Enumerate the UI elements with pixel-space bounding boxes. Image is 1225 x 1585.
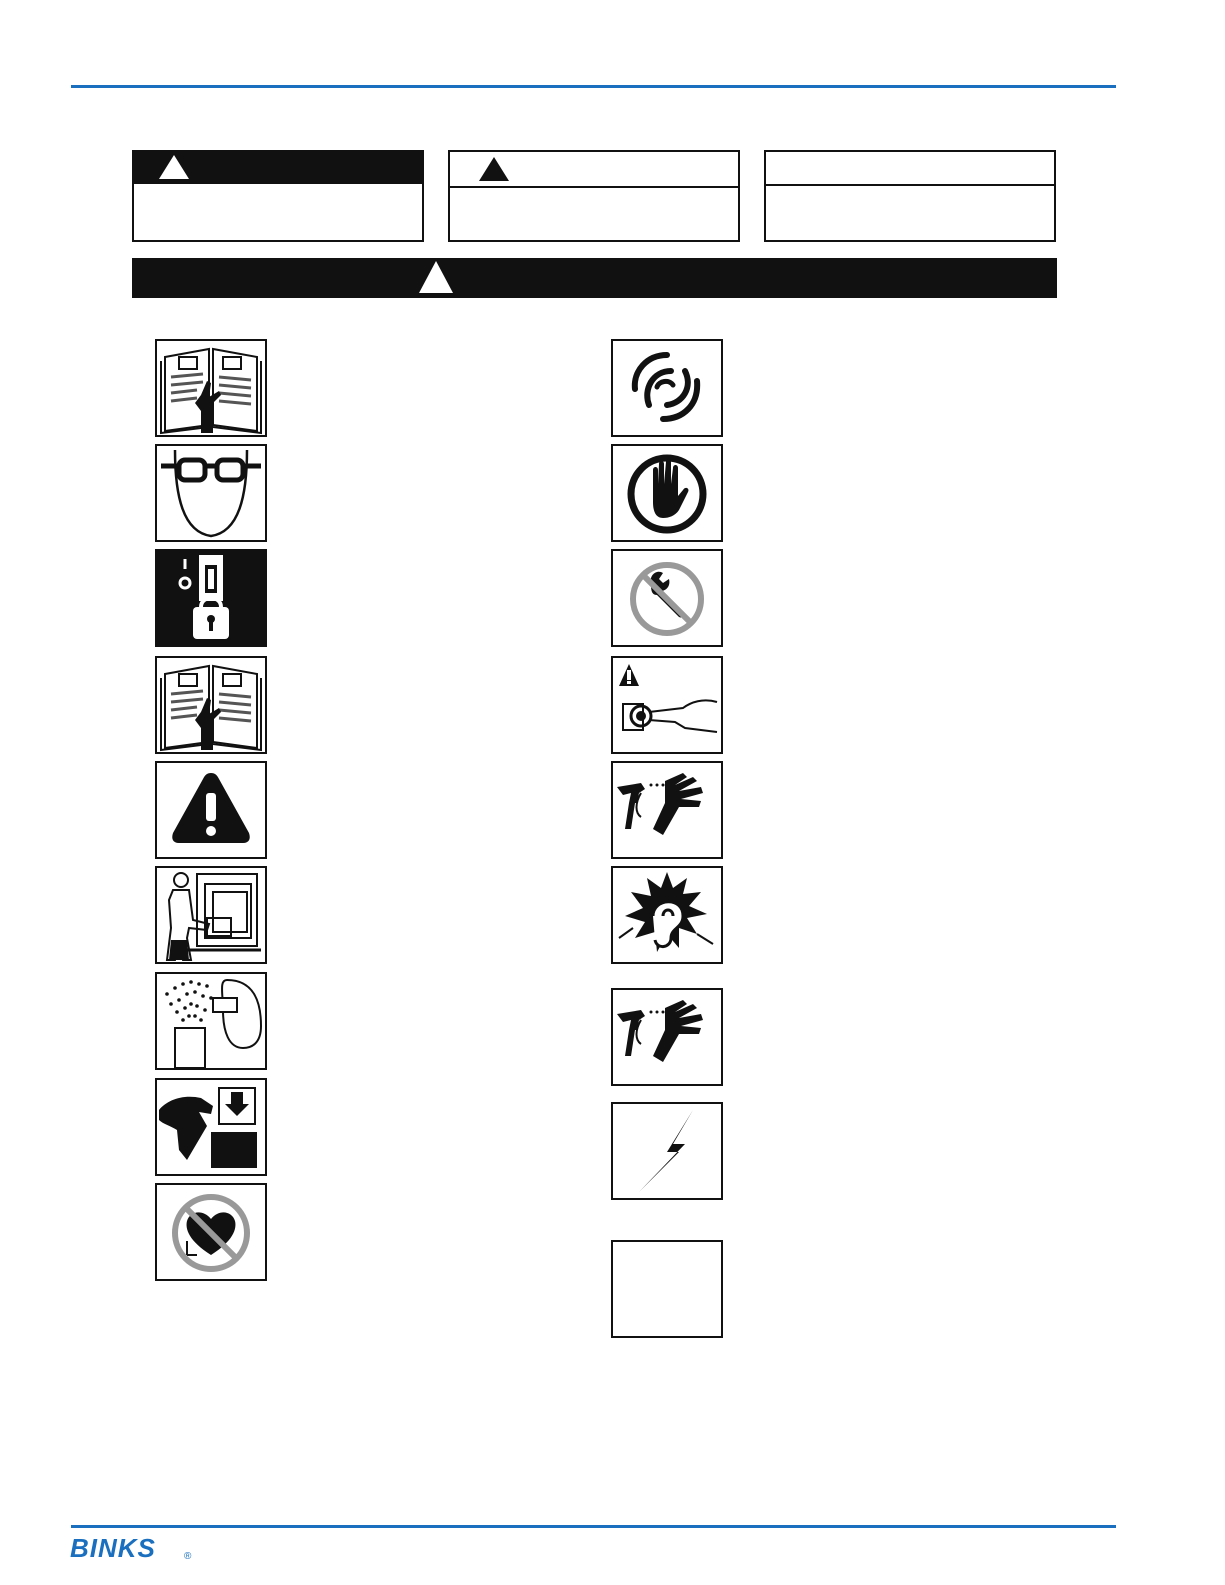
high-pressure-injection-icon [611,988,723,1086]
pinch-point-icon [155,1078,267,1176]
notice-band [766,152,1054,186]
general-hazard-icon [155,761,267,859]
do-not-modify-icon [611,549,723,647]
svg-text:BINKS: BINKS [70,1533,156,1563]
warning-triangle-icon [418,260,454,294]
wear-safety-glasses-icon [155,444,267,542]
warning-triangle-icon [478,156,510,182]
warning-triangle-icon [158,154,190,180]
notice-signal-box [764,150,1056,242]
hazard-banner [132,258,1057,298]
electric-shock-icon [611,1102,723,1200]
emergency-stop-icon [611,656,723,754]
top-rule [71,85,1116,88]
svg-text:®: ® [184,1551,192,1562]
bottom-rule [71,1525,1116,1528]
blank-icon [611,1240,723,1338]
noise-hazard-icon [611,866,723,964]
operator-training-icon [155,866,267,964]
no-pacemaker-icon [155,1183,267,1281]
stop-hand-icon [611,444,723,542]
read-manual-icon [155,656,267,754]
binks-logo [70,1533,200,1563]
lockout-tagout-icon [155,549,267,647]
danger-signal-box [132,150,424,242]
fire-explosion-hazard-icon [155,972,267,1070]
toxic-vapors-icon [611,339,723,437]
read-manual-icon [155,339,267,437]
warning-signal-box [448,150,740,242]
high-pressure-injection-icon [611,761,723,859]
